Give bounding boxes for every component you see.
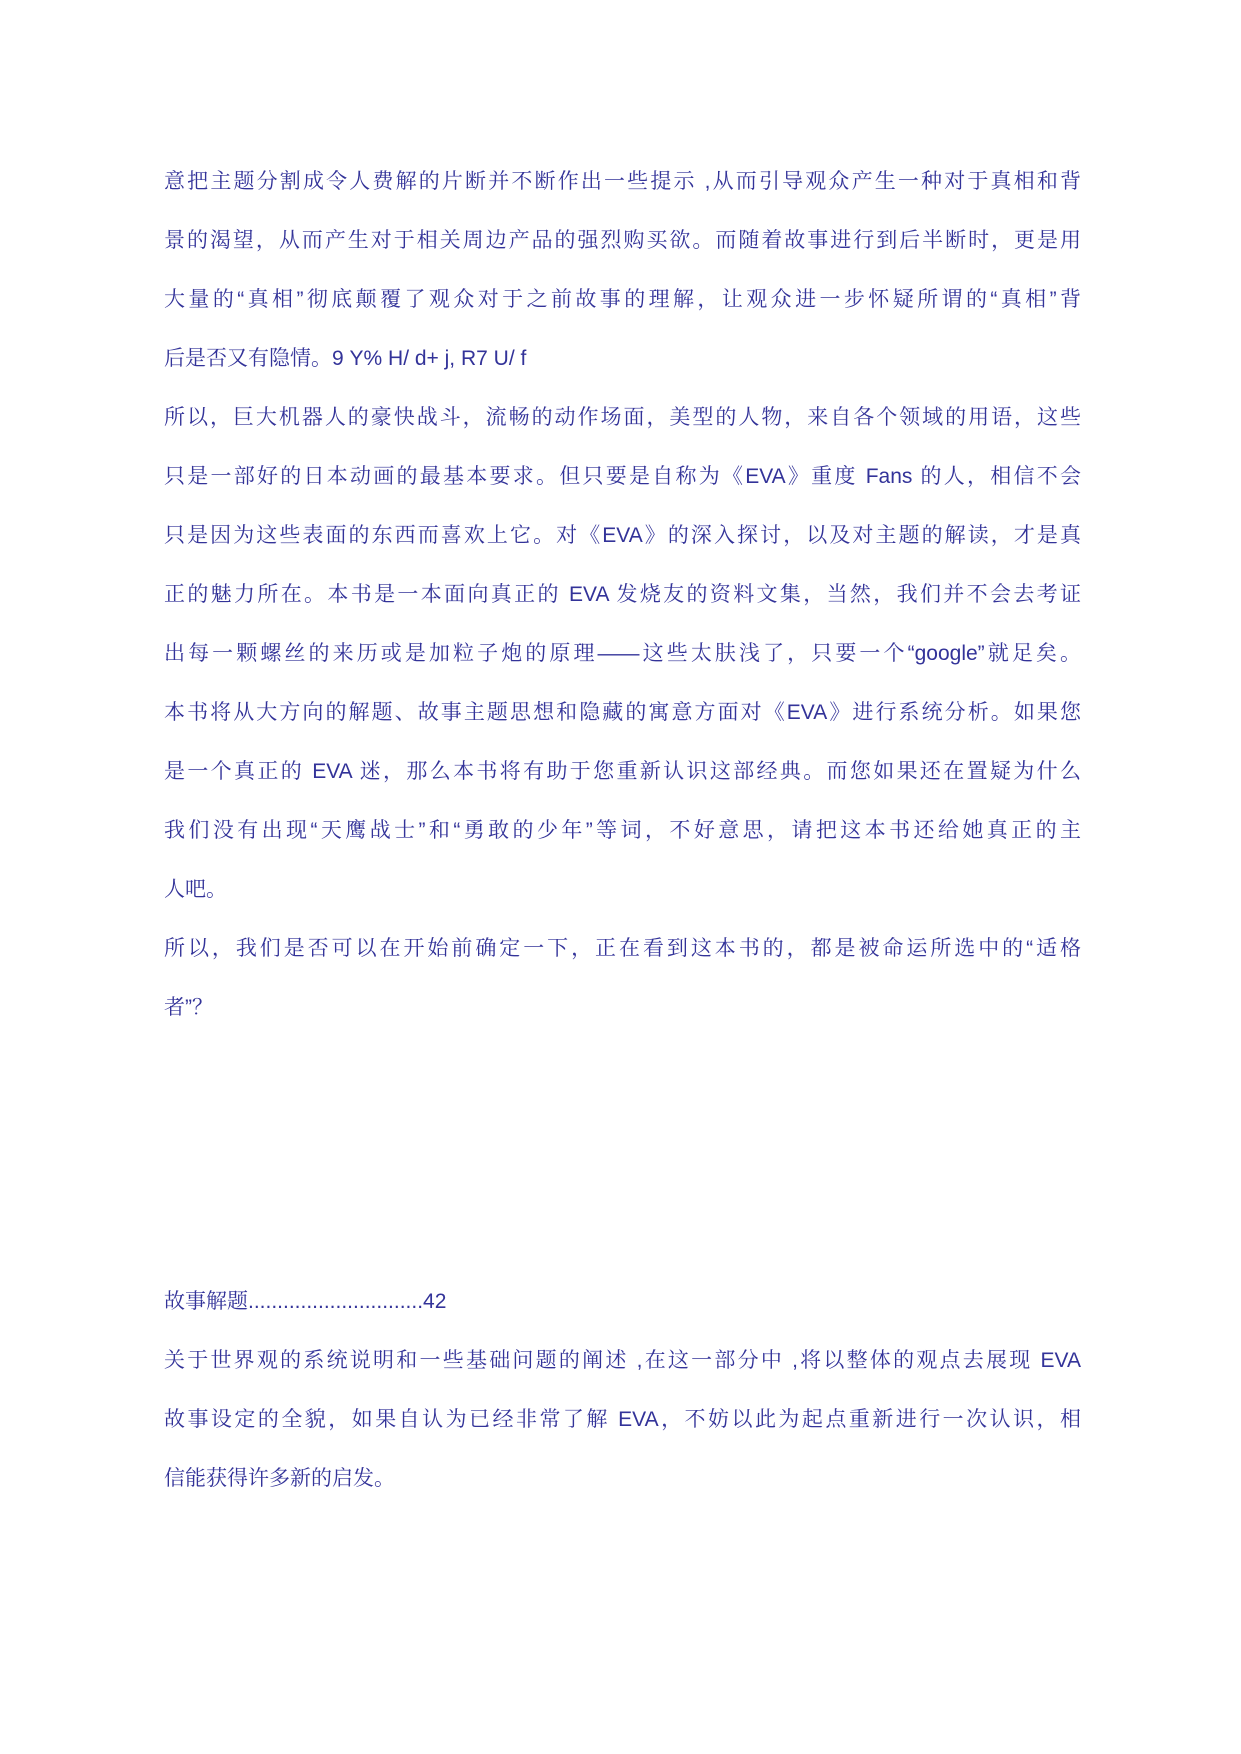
- paragraph-continuation: [164, 152, 1081, 388]
- paragraph-question: [164, 919, 1081, 1037]
- text-line: 后是否又有隐情。9 Y% H/ d+ j, R7 U/ f: [164, 347, 527, 370]
- text-line: 本书将从大方向的解题、故事主题思想和隐藏的寓意方面对《EVA》进行系统分析。如果您: [164, 701, 1081, 724]
- text-line: 所以，我们是否可以在开始前确定一下，正在看到这本书的，都是被命运所选中的“适格: [164, 937, 1081, 960]
- toc-entry: [164, 1272, 1081, 1331]
- text-line: 我们没有出现“天鹰战士”和“勇敢的少年”等词，不好意思，请把这本书还给她真正的主: [164, 819, 1081, 842]
- text-line: 出每一颗螺丝的来历或是加粒子炮的原理——这些太肤浅了，只要一个“google”就足矣。: [164, 642, 1081, 665]
- text-line: 所以，巨大机器人的豪快战斗，流畅的动作场面，美型的人物，来自各个领域的用语，这些: [164, 406, 1081, 429]
- text-line: 只是因为这些表面的东西而喜欢上它。对《EVA》的深入探讨，以及对主题的解读，才是真: [164, 524, 1081, 547]
- toc-entry-line: 故事解题..............................42: [164, 1290, 447, 1313]
- text-line: 信能获得许多新的启发。: [164, 1467, 395, 1490]
- text-line: 景的渴望，从而产生对于相关周边产品的强烈购买欲。而随着故事进行到后半断时，更是用: [164, 229, 1081, 252]
- text-line: 只是一部好的日本动画的最基本要求。但只要是自称为《EVA》重度 Fans 的人，相信不会: [164, 465, 1081, 488]
- paragraph-main: [164, 388, 1081, 919]
- text-line: 正的魅力所在。本书是一本面向真正的 EVA 发烧友的资料文集，当然，我们并不会去考证: [164, 583, 1081, 606]
- text-line: 人吧。: [164, 878, 227, 901]
- text-line: 关于世界观的系统说明和一些基础问题的阐述 ,在这一部分中 ,将以整体的观点去展现 EVA: [164, 1349, 1081, 1372]
- text-line: 者”？: [164, 996, 213, 1019]
- text-line: 是一个真正的 EVA 迷，那么本书将有助于您重新认识这部经典。而您如果还在置疑为什么: [164, 760, 1081, 783]
- text-line: 故事设定的全貌，如果自认为已经非常了解 EVA，不妨以此为起点重新进行一次认识，相: [164, 1408, 1081, 1431]
- blank-space: [164, 1037, 1081, 1272]
- text-line: 意把主题分割成令人费解的片断并不断作出一些提示 ,从而引导观众产生一种对于真相和背: [164, 170, 1081, 193]
- toc-description: [164, 1331, 1081, 1508]
- text-line: 大量的“真相”彻底颠覆了观众对于之前故事的理解，让观众进一步怀疑所谓的“真相”背: [164, 288, 1081, 311]
